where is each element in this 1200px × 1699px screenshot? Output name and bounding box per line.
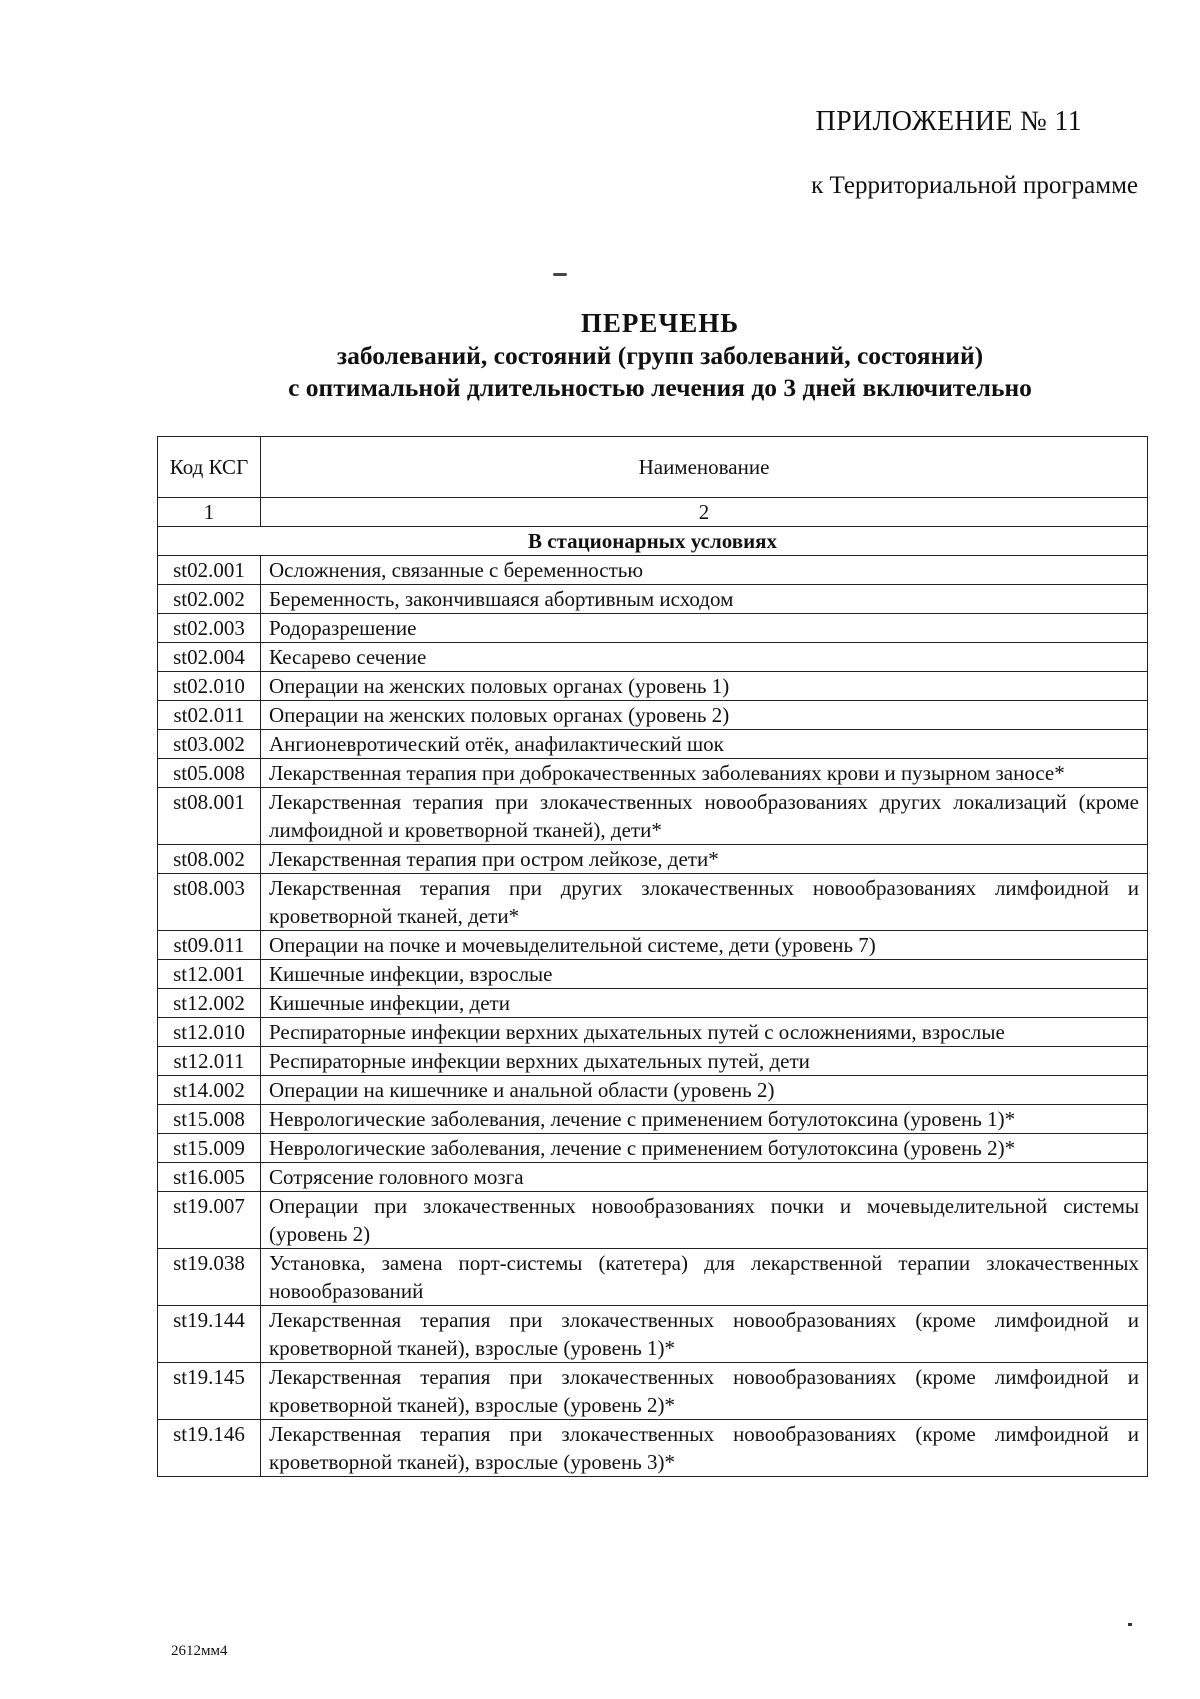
section-title: В стационарных условиях: [158, 527, 1148, 556]
table-row: [158, 585, 1148, 614]
table-row: [158, 1134, 1148, 1163]
table-row: [158, 614, 1148, 643]
row-code: st12.002: [158, 989, 261, 1018]
row-name: Лекарственная терапия при злокачественных новообразованиях (кроме лимфоидной и кроветворной тканей), взрослые (уровень 3)*: [261, 1420, 1148, 1477]
row-code: st08.001: [158, 788, 261, 845]
row-code: st15.008: [158, 1105, 261, 1134]
row-name: Кесарево сечение: [261, 643, 1148, 672]
appendix-subtitle: к Территориальной программе: [811, 172, 1138, 199]
row-name: Лекарственная терапия при остром лейкозе, дети*: [261, 845, 1148, 874]
row-code: st09.011: [158, 931, 261, 960]
table-row: [158, 989, 1148, 1018]
table-row: [158, 931, 1148, 960]
column-number-1: 1: [158, 498, 261, 527]
scan-speck: [553, 273, 567, 276]
row-name: Лекарственная терапия при злокачественных новообразованиях (кроме лимфоидной и кроветворной тканей), взрослые (уровень 2)*: [261, 1363, 1148, 1420]
table-row: [158, 1105, 1148, 1134]
table-row: [158, 1306, 1148, 1363]
section-row: [158, 527, 1148, 556]
document-subtitle-line-1: заболеваний, состояний (групп заболеваний, состояний): [336, 341, 984, 370]
table-row: [158, 672, 1148, 701]
row-code: st12.011: [158, 1047, 261, 1076]
row-name: Операции на кишечнике и анальной области (уровень 2): [261, 1076, 1148, 1105]
row-name: Ангионевротический отёк, анафилактический шок: [261, 730, 1148, 759]
row-name: Беременность, закончившаяся абортивным исходом: [261, 585, 1148, 614]
row-code: st19.146: [158, 1420, 261, 1477]
row-name: Лекарственная терапия при доброкачественных заболеваниях крови и пузырном заносе*: [261, 759, 1148, 788]
table-row: [158, 874, 1148, 931]
row-code: st08.002: [158, 845, 261, 874]
table-header-row: [158, 437, 1148, 498]
appendix-title: ПРИЛОЖЕНИЕ № 11: [815, 106, 1082, 137]
row-code: st12.001: [158, 960, 261, 989]
table-row: [158, 759, 1148, 788]
row-code: st02.002: [158, 585, 261, 614]
table-row: [158, 1249, 1148, 1306]
column-number-2: 2: [261, 498, 1148, 527]
row-code: st02.004: [158, 643, 261, 672]
scan-dot: [1128, 1623, 1132, 1626]
table-row: [158, 730, 1148, 759]
row-code: st02.001: [158, 556, 261, 585]
row-code: st02.010: [158, 672, 261, 701]
row-code: st03.002: [158, 730, 261, 759]
footer-code: 2612мм4: [171, 1643, 228, 1659]
row-name: Лекарственная терапия при злокачественных новообразованиях (кроме лимфоидной и кроветворной тканей), взрослые (уровень 1)*: [261, 1306, 1148, 1363]
row-code: st08.003: [158, 874, 261, 931]
row-code: st02.003: [158, 614, 261, 643]
row-name: Лекарственная терапия при других злокачественных новообразованиях лимфоидной и кроветворной тканей, дети*: [261, 874, 1148, 931]
row-code: st16.005: [158, 1163, 261, 1192]
row-code: st19.038: [158, 1249, 261, 1306]
table-row: [158, 788, 1148, 845]
row-name: Операции на почке и мочевыделительной системе, дети (уровень 7): [261, 931, 1148, 960]
row-code: st19.145: [158, 1363, 261, 1420]
row-code: st19.007: [158, 1192, 261, 1249]
document-title: ПЕРЕЧЕНЬ: [580, 308, 740, 338]
table-row: [158, 643, 1148, 672]
header-code: Код КСГ: [158, 437, 261, 498]
row-name: Лекарственная терапия при злокачественных новообразованиях других локализаций (кроме лимфоидной и кроветворной тканей), дети*: [261, 788, 1148, 845]
table-row: [158, 845, 1148, 874]
header-name: Наименование: [261, 437, 1148, 498]
table-row: [158, 1163, 1148, 1192]
row-name: Осложнения, связанные с беременностью: [261, 556, 1148, 585]
row-name: Кишечные инфекции, взрослые: [261, 960, 1148, 989]
table-row: [158, 1420, 1148, 1477]
row-name: Неврологические заболевания, лечение с применением ботулотоксина (уровень 1)*: [261, 1105, 1148, 1134]
table-row: [158, 701, 1148, 730]
row-code: st05.008: [158, 759, 261, 788]
row-name: Респираторные инфекции верхних дыхательных путей с осложнениями, взрослые: [261, 1018, 1148, 1047]
table-row: [158, 1363, 1148, 1420]
row-code: st12.010: [158, 1018, 261, 1047]
table-row: [158, 1192, 1148, 1249]
row-name: Операции на женских половых органах (уровень 1): [261, 672, 1148, 701]
ksg-table: [157, 436, 1148, 1477]
table-row: [158, 960, 1148, 989]
row-code: st15.009: [158, 1134, 261, 1163]
row-name: Респираторные инфекции верхних дыхательных путей, дети: [261, 1047, 1148, 1076]
table-row: [158, 1018, 1148, 1047]
table-row: [158, 1047, 1148, 1076]
row-code: st14.002: [158, 1076, 261, 1105]
row-name: Операции при злокачественных новообразованиях почки и мочевыделительной системы (уровень 2): [261, 1192, 1148, 1249]
row-name: Операции на женских половых органах (уровень 2): [261, 701, 1148, 730]
column-number-row: [158, 498, 1148, 527]
row-code: st02.011: [158, 701, 261, 730]
table-row: [158, 1076, 1148, 1105]
table-row: [158, 556, 1148, 585]
row-name: Установка, замена порт-системы (катетера) для лекарственной терапии злокачественных новообразований: [261, 1249, 1148, 1306]
row-name: Кишечные инфекции, дети: [261, 989, 1148, 1018]
row-name: Сотрясение головного мозга: [261, 1163, 1148, 1192]
row-name: Родоразрешение: [261, 614, 1148, 643]
document-subtitle-line-2: с оптимальной длительностью лечения до 3 дней включительно: [288, 373, 1032, 402]
row-code: st19.144: [158, 1306, 261, 1363]
row-name: Неврологические заболевания, лечение с применением ботулотоксина (уровень 2)*: [261, 1134, 1148, 1163]
